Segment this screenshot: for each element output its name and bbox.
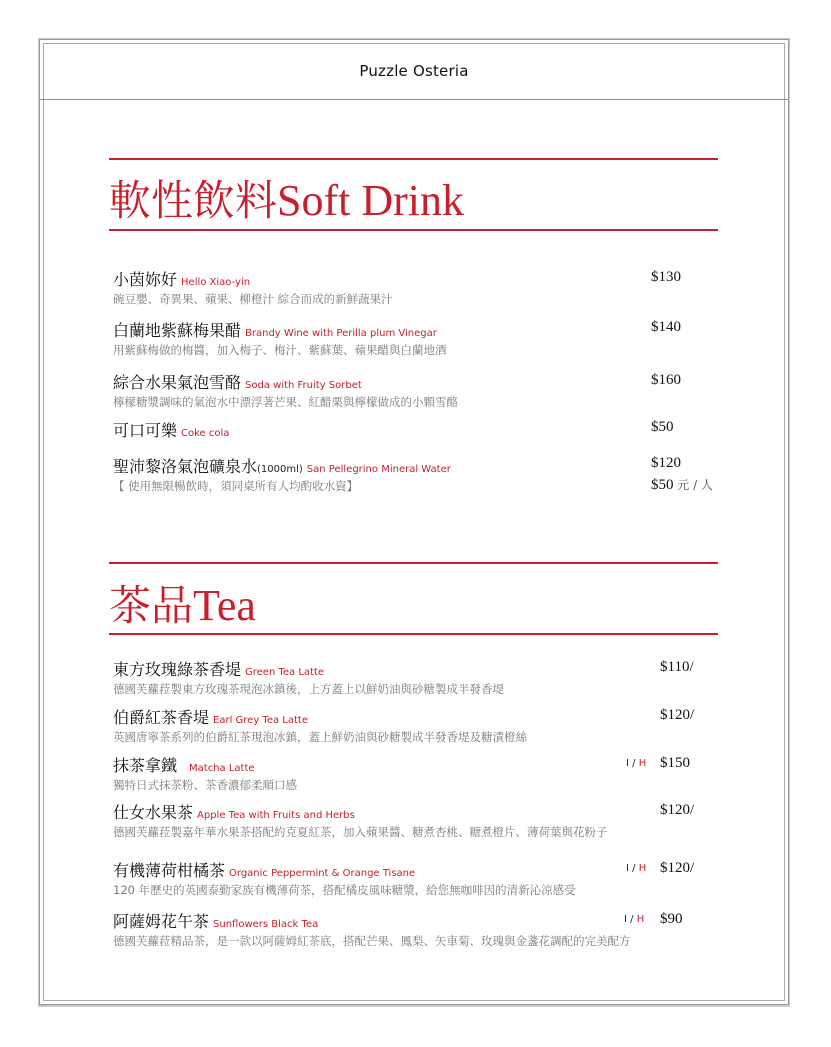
item-english-name: Green Tea Latte	[245, 667, 325, 678]
temp-separator: /	[630, 914, 634, 925]
section-title-zh: 軟性飲料	[109, 176, 278, 225]
item-description: 英國唐寧茶系列的伯爵紅茶現泡冰鎮，蓋上鮮奶油與砂糖製成半發香堤及糖漬橙絲	[113, 730, 527, 744]
item-name: 白蘭地紫蘇梅果醋	[113, 321, 242, 340]
section-rule-bottom	[109, 229, 718, 231]
item-name: 可口可樂	[113, 421, 178, 440]
menu-item	[113, 418, 719, 441]
menu-item	[113, 657, 719, 698]
item-name: 小茵妳好	[113, 270, 178, 289]
item-description: 【 使用無限暢飲時，須同桌所有人均酌收水資】	[113, 479, 359, 493]
item-price: $110/	[660, 659, 694, 675]
item-description: 獨特日式抹茶粉、茶香濃郁柔順口感	[113, 778, 297, 792]
section-title-tea	[109, 573, 256, 633]
iced-hot-indicator	[626, 758, 646, 769]
menu-item	[113, 370, 719, 411]
item-price-secondary: $50	[651, 477, 674, 493]
item-price: $160	[651, 372, 681, 388]
item-price: $150	[660, 755, 690, 771]
item-english-name: Hello Xiao-yin	[181, 277, 251, 288]
section-rule-top	[109, 562, 718, 564]
item-name: 聖沛黎洛氣泡礦泉水	[113, 457, 258, 476]
item-description: 120 年歷史的英國泰勤家族有機薄荷茶，搭配橘皮風味糖漿，給您無咖啡因的清新沁涼感受	[113, 883, 576, 897]
item-price: $120/	[660, 707, 695, 723]
item-price: $120	[651, 455, 681, 471]
item-english-name: Matcha Latte	[189, 763, 255, 774]
hot-label: H	[638, 758, 647, 769]
menu-item	[113, 800, 719, 841]
item-description: 用紫蘇梅做的梅醬，加入梅子、梅汁、紫蘇葉、蘋果醋與白蘭地酒	[113, 343, 447, 357]
item-english-name: Earl Grey Tea Latte	[213, 715, 308, 726]
item-price: $50	[651, 419, 674, 435]
item-english-name: Coke cola	[181, 428, 230, 439]
restaurant-name: Puzzle Osteria	[359, 62, 469, 80]
menu-item	[113, 267, 719, 308]
item-english-name: Apple Tea with Fruits and Herbs	[197, 810, 355, 821]
menu-item	[113, 318, 719, 359]
item-price: $140	[651, 319, 681, 335]
section-rule-bottom	[109, 633, 718, 635]
item-english-name: Sunflowers Black Tea	[213, 919, 319, 930]
item-name: 抹茶拿鐵	[113, 756, 178, 775]
menu-item	[113, 705, 719, 746]
iced-hot-indicator	[626, 863, 646, 874]
item-price: $90	[660, 911, 683, 927]
section-title-en: Tea	[193, 581, 256, 630]
iced-label: I	[626, 758, 629, 769]
item-price: $120/	[660, 860, 695, 876]
hot-label: H	[636, 914, 645, 925]
item-volume-note: (1000ml)	[257, 464, 303, 475]
iced-hot-indicator	[624, 914, 644, 925]
section-title-en: Soft Drink	[277, 176, 465, 225]
item-name: 伯爵紅茶香堤	[113, 708, 210, 727]
item-name: 仕女水果茶	[113, 803, 194, 822]
temp-separator: /	[632, 758, 636, 769]
section-title-soft-drink	[109, 168, 464, 228]
item-name: 綜合水果氣泡雪酪	[113, 373, 242, 392]
item-name: 東方玫瑰綠茶香堤	[113, 660, 242, 679]
item-price-per-person	[651, 476, 713, 494]
item-description: 德國芙蘿菈製嘉年華水果茶搭配約克夏紅茶，加入蘋果醬、糖煮杏桃、糖煮橙片、薄荷葉與花粉子	[113, 825, 608, 839]
item-description: 德國芙蘿菈製東方玫瑰茶現泡冰鎮後，上方蓋上以鮮奶油與砂糖製成半發香堤	[113, 682, 504, 696]
temp-separator: /	[632, 863, 636, 874]
section-title-zh: 茶品	[109, 581, 194, 630]
item-name: 有機薄荷柑橘茶	[113, 861, 226, 880]
item-english-name: Soda with Fruity Sorbet	[245, 380, 362, 391]
item-price: $130	[651, 269, 681, 285]
item-price: $120/	[660, 802, 695, 818]
section-rule-top	[109, 158, 718, 160]
menu-page	[39, 39, 789, 1005]
item-price-unit: 元 / 人	[677, 478, 713, 492]
item-description: 碗豆嬰、奇異果、蘋果、柳橙汁 綜合而成的新鮮蔬果汁	[113, 292, 393, 306]
iced-label: I	[624, 914, 627, 925]
item-english-name: Brandy Wine with Perilla plum Vinegar	[245, 328, 437, 339]
hot-label: H	[638, 863, 647, 874]
item-english-name: San Pellegrino Mineral Water	[306, 464, 451, 475]
item-description: 德國芙蘿菈精品茶，是一款以阿薩姆紅茶底，搭配芒果、鳳梨、矢車菊、玫瑰與金盞花調配的完美配方	[113, 934, 631, 948]
item-english-name: Organic Peppermint & Orange Tisane	[229, 868, 416, 879]
menu-item	[113, 454, 719, 495]
item-name: 阿薩姆花午茶	[113, 912, 210, 931]
item-description: 檸檬糖漿調味的氣泡水中漂浮著芒果、紅醋栗與檸檬做成的小顆雪酪	[113, 395, 458, 409]
header	[40, 40, 788, 100]
iced-label: I	[626, 863, 629, 874]
